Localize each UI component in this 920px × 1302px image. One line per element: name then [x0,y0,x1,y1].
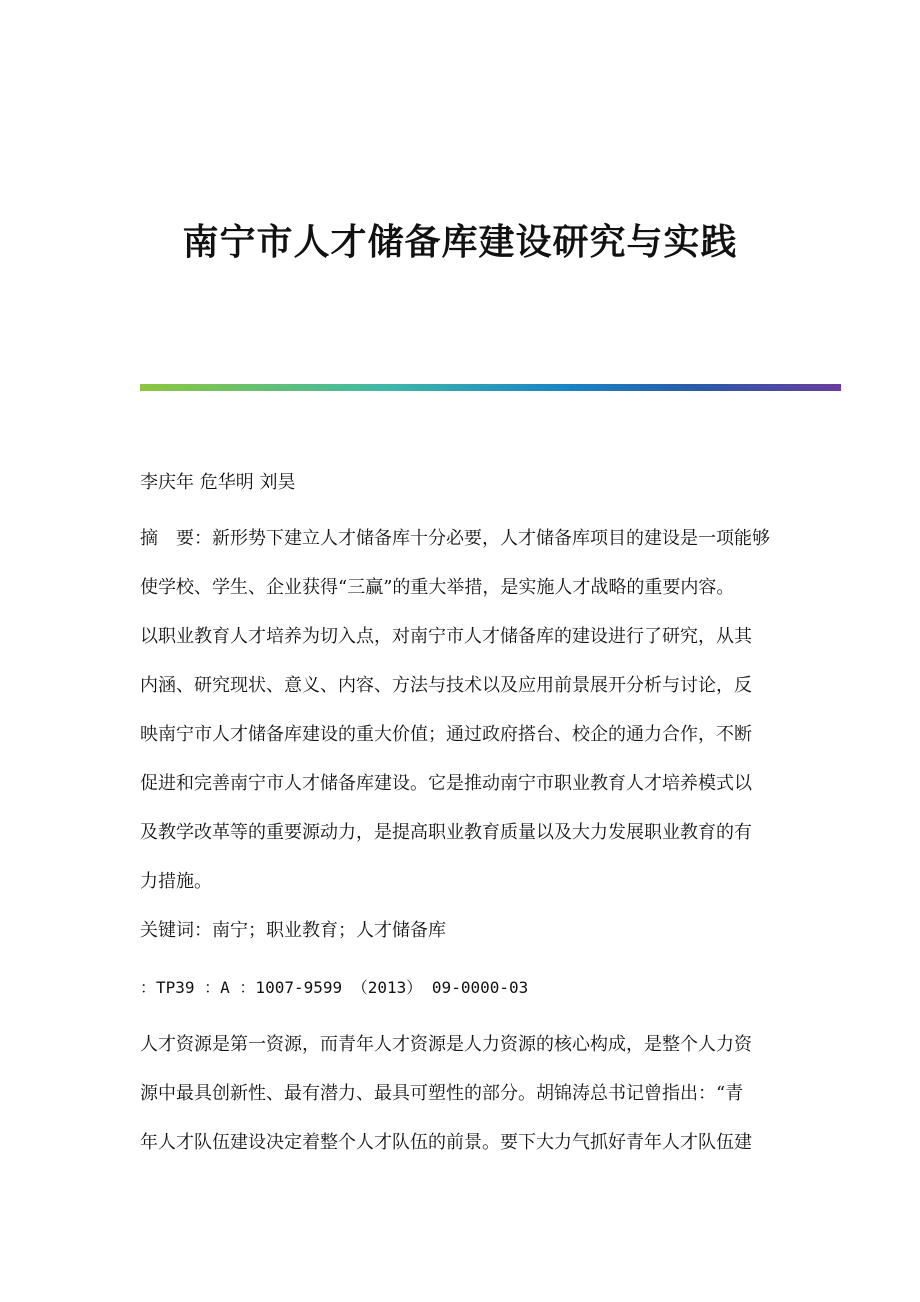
abstract-line: 力措施。 [140,871,212,892]
abstract-line: 促进和完善南宁市人才储备库建设。它是推动南宁市职业教育人才培养模式以 [140,773,752,794]
document-title: 南宁市人才储备库建设研究与实践 [182,221,738,263]
authors: 李庆年 危华明 刘昊 [140,472,296,493]
abstract-line: 使学校、学生、企业获得“三赢”的重大举措，是实施人才战略的重要内容。 [140,577,735,598]
title-divider [140,384,841,391]
abstract-line: 内涵、研究现状、意义、内容、方法与技术以及应用前景展开分析与讨论，反 [140,675,752,696]
keywords: 关键词：南宁；职业教育；人才储备库 [140,920,446,941]
abstract-line: 摘 要：新形势下建立人才储备库十分必要，人才储备库项目的建设是一项能够 [140,528,770,549]
body-line: 人才资源是第一资源，而青年人才资源是人力资源的核心构成，是整个人力资 [140,1034,752,1055]
body-line: 年人才队伍建设决定着整个人才队伍的前景。要下大力气抓好青年人才队伍建 [140,1132,752,1153]
abstract-line: 及教学改革等的重要源动力，是提高职业教育质量以及大力发展职业教育的有 [140,822,752,843]
body-line: 源中最具创新性、最有潜力、最具可塑性的部分。胡锦涛总书记曾指出：“青 [140,1083,744,1104]
abstract-line: 映南宁市人才储备库建设的重大价值；通过政府搭台、校企的通力合作，不断 [140,724,752,745]
classification-line: ：TP39 ：A ：1007-9599 （2013） 09-0000-03 [140,978,529,997]
abstract-line: 以职业教育人才培养为切入点，对南宁市人才储备库的建设进行了研究，从其 [140,626,752,647]
